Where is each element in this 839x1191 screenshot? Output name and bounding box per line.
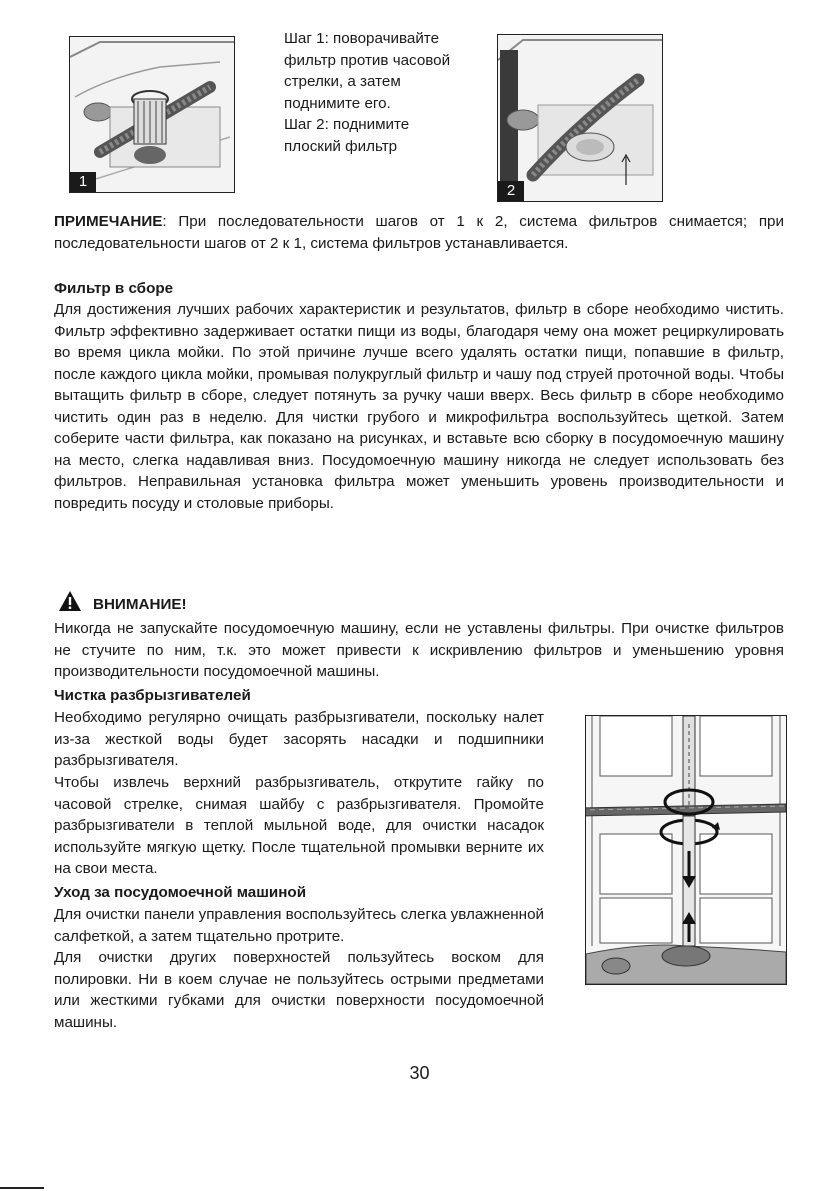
figure-1-filter-removal	[69, 36, 235, 193]
figure-2-flat-filter-removal	[497, 34, 663, 202]
step-line: Шаг 2: поднимите	[284, 116, 410, 133]
figure-spray-arm	[585, 715, 787, 985]
figure-2-number: 2	[498, 181, 524, 201]
filter-section-title: Фильтр в сборе	[54, 280, 174, 297]
step-instructions	[284, 28, 494, 157]
warning-body: Никогда не запускайте посудомоечную машину, если не уставлены фильтры. При очистке фильтров не стучите по ним, т.к. это может привести к искривлению фильтров и уменьшению уровня производительности посудомоечной машины.	[54, 620, 784, 680]
note-paragraph	[54, 211, 784, 254]
note-text: : При последовательности шагов от 1 к 2, система фильтров снимается; при последовательности шагов от 2 к 1, система фильтров устанавливается.	[54, 213, 784, 252]
note-label: ПРИМЕЧАНИЕ	[54, 213, 163, 230]
filter-illustration-1	[70, 37, 234, 192]
step-line: стрелки, а затем	[284, 73, 401, 90]
spray-section-body-2: Чтобы извлечь верхний разбрызгиватель, открутите гайку по часовой стрелке, снимая шайбу с разбрызгивателя. Промойте разбрызгиватели в теплой мыльной воде, для очистки насадок используйте мягкую щетку. После тщательной промывки верните их на свои места.	[54, 774, 544, 877]
page-number: 30	[409, 1063, 430, 1083]
spray-section-title: Чистка разбрызгивателей	[54, 687, 251, 704]
corner-divider	[0, 1187, 44, 1189]
step-line: фильтр против часовой	[284, 51, 451, 69]
filter-illustration-2	[498, 35, 662, 201]
step-line: поднимите его.	[284, 94, 391, 112]
spray-section-body-1: Необходимо регулярно очищать разбрызгиватели, поскольку налет из-за жесткой воды будет засорять насадки и подшипники разбрызгивателя.	[54, 709, 544, 769]
step-line: плоский фильтр	[284, 137, 398, 155]
care-section-title: Уход за посудомоечной машиной	[54, 884, 307, 901]
warning-title: ВНИМАНИЕ!	[93, 596, 187, 613]
warning-triangle-icon	[58, 590, 82, 612]
spray-arm-illustration	[586, 716, 786, 984]
warning-header	[58, 590, 187, 616]
filter-section-body: Для достижения лучших рабочих характеристик и результатов, фильтр в сборе необходимо чистить. Фильтр эффективно задерживает остатки пищи из воды, благодаря чему она может рециркулировать во время цикла мойки. По этой причине лучше всего удалять остатки пищи, попавшие в фильтр, после каждого цикла мойки, промывая полукруглый фильтр и чашу под струей проточной воды. Чтобы вытащить фильтр в сборе, следует потянуть за ручку чаши вверх. Весь фильтр в сборе необходимо чистить один раз в неделю. Для чистки грубого и микрофильтра воспользуйтесь щеткой. Затем соберите части фильтра, как показано на рисунках, и вставьте всю сборку в посудомоечную машину на место, слегка надавливая вниз. Посудомоечную машину никогда не следует использовать без фильтров. Неправильная установка фильтра может уменьшить уровень производительности и повредить посуду и столовые приборы.	[54, 301, 784, 512]
figure-1-number: 1	[70, 172, 96, 192]
care-section-body-2: Для очистки других поверхностей пользуйтесь воском для полировки. Ни в коем случае не пользуйтесь острыми предметами или жесткими губками для очистки поверхности посудомоечной машины.	[54, 949, 544, 1031]
care-section-body-1: Для очистки панели управления воспользуйтесь слегка увлажненной салфеткой, а затем тщательно протрите.	[54, 906, 544, 945]
step-line: Шаг 1: поворачивайте	[284, 30, 440, 47]
